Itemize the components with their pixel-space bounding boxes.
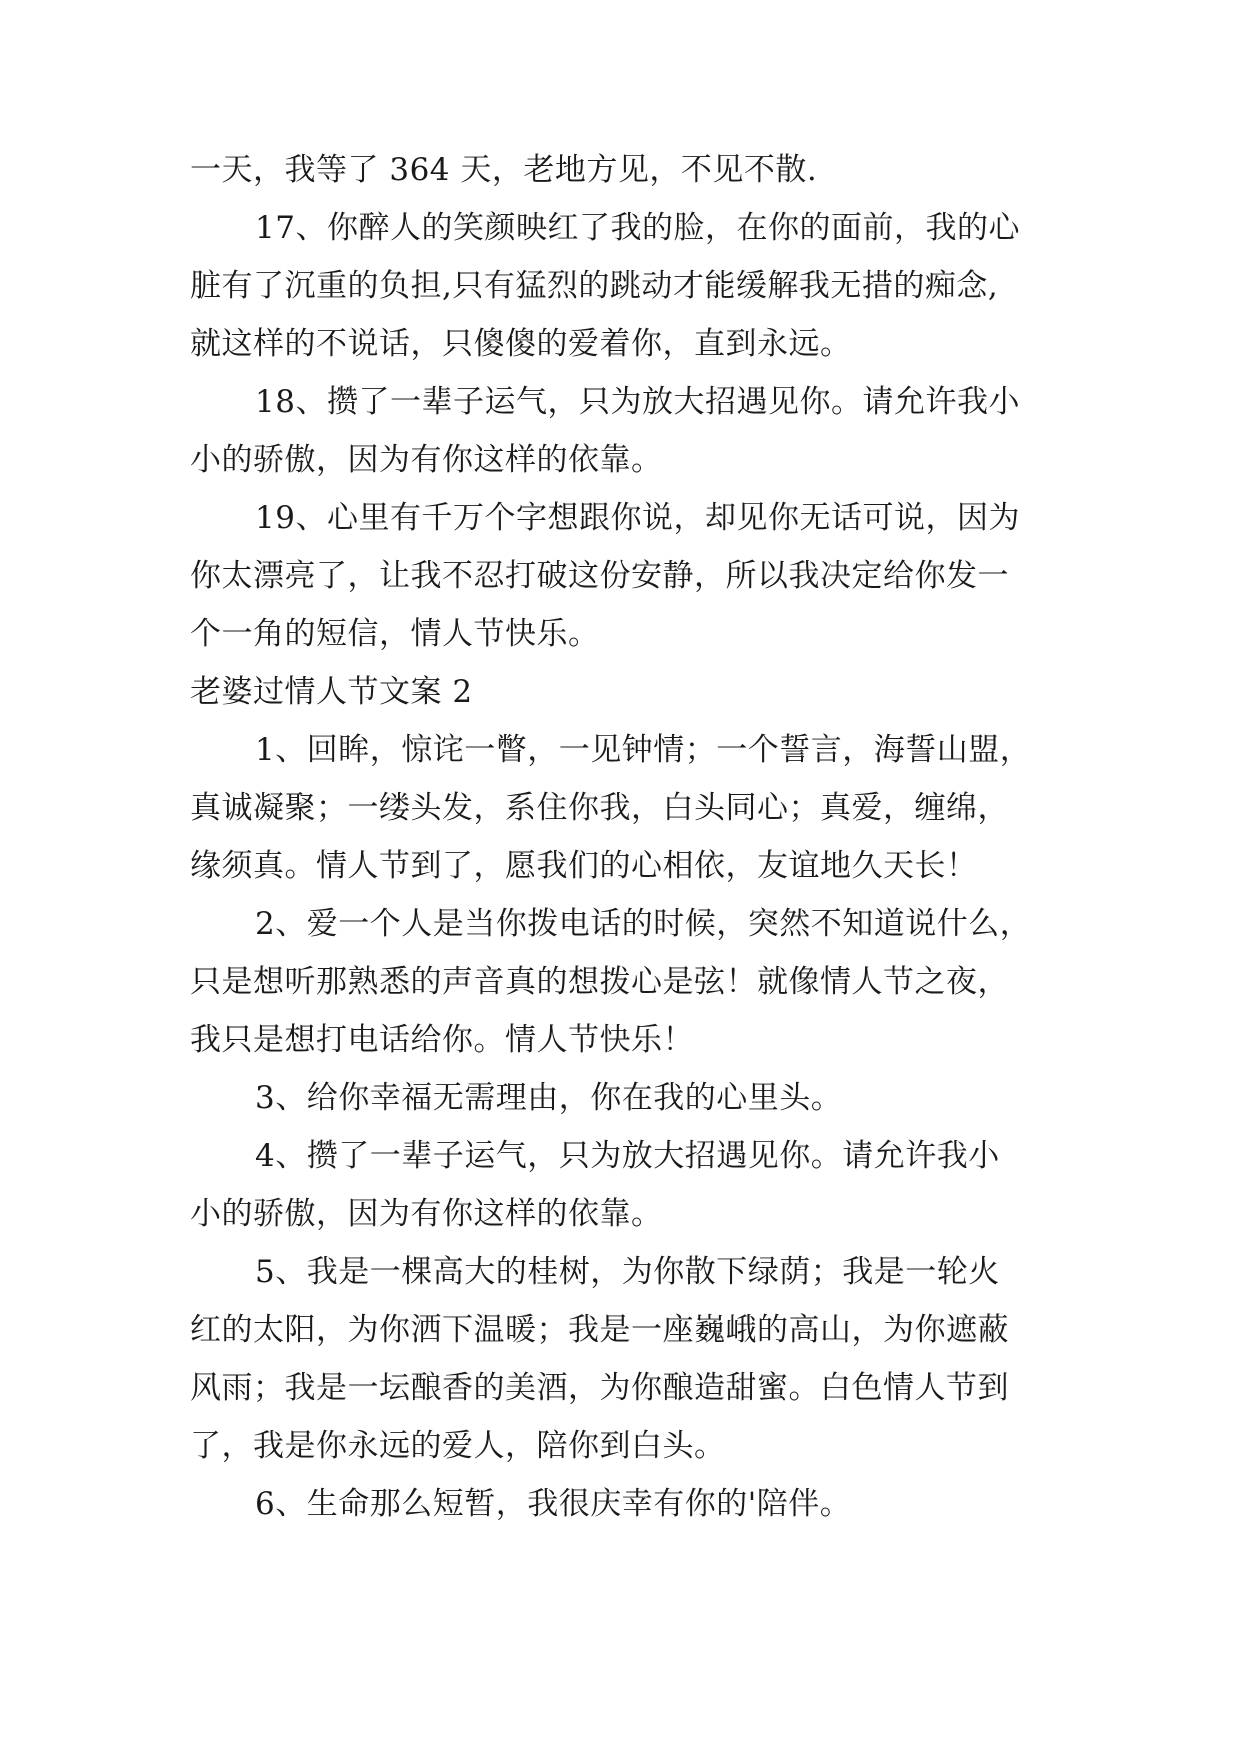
text-line: 一天，我等了 364 天，老地方见，不见不散. — [190, 152, 818, 188]
item-4-line: 4、攒了一辈子运气，只为放大招遇见你。请允许我小 — [255, 1138, 1000, 1174]
item-18-line: 18、攒了一辈子运气，只为放大招遇见你。请允许我小 — [255, 384, 1020, 420]
text-line: 只是想听那熟悉的声音真的想拨心是弦！就像情人节之夜， — [190, 964, 1009, 1000]
text-line: 真诚凝聚；一缕头发，系住你我，白头同心；真爱，缠绵， — [190, 790, 1009, 826]
text-line: 小的骄傲，因为有你这样的依靠。 — [190, 1196, 663, 1232]
item-19-line: 19、心里有千万个字想跟你说，却见你无话可说，因为 — [255, 500, 1020, 536]
text-line: 风雨；我是一坛酿香的美酒，为你酿造甜蜜。白色情人节到 — [190, 1370, 1009, 1406]
item-6-line: 6、生命那么短暂，我很庆幸有你的'陪伴。 — [255, 1486, 852, 1522]
text-line: 你太漂亮了，让我不忍打破这份安静，所以我决定给你发一 — [190, 558, 1009, 594]
text-line: 红的太阳，为你洒下温暖；我是一座巍峨的高山，为你遮蔽 — [190, 1312, 1009, 1348]
text-line: 就这样的不说话，只傻傻的爱着你，直到永远。 — [190, 326, 852, 362]
item-2-line: 2、爱一个人是当你拨电话的时候，突然不知道说什么， — [255, 906, 1032, 942]
item-1-line: 1、回眸，惊诧一瞥，一见钟情；一个誓言，海誓山盟， — [255, 732, 1032, 768]
text-line: 了，我是你永远的爱人，陪你到白头。 — [190, 1428, 726, 1464]
text-line: 我只是想打电话给你。情人节快乐！ — [190, 1022, 694, 1058]
item-5-line: 5、我是一棵高大的桂树，为你散下绿荫；我是一轮火 — [255, 1254, 1000, 1290]
text-line: 缘须真。情人节到了，愿我们的心相依，友谊地久天长！ — [190, 848, 978, 884]
section-heading: 老婆过情人节文案 2 — [190, 674, 473, 710]
item-17-line: 17、你醉人的笑颜映红了我的脸，在你的面前，我的心 — [255, 210, 1020, 246]
text-line: 个一角的短信，情人节快乐。 — [190, 616, 600, 652]
item-3-line: 3、给你幸福无需理由，你在我的心里头。 — [255, 1080, 843, 1116]
text-line: 小的骄傲，因为有你这样的依靠。 — [190, 442, 663, 478]
text-line: 脏有了沉重的负担,只有猛烈的跳动才能缓解我无措的痴念, — [190, 268, 999, 304]
